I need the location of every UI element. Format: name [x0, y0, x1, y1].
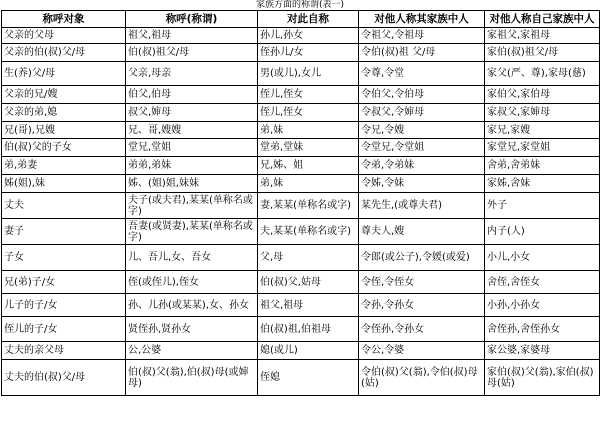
cell-target: 丈夫	[2, 193, 126, 219]
cell-own-family: 舍侄孙,舍侄孙女	[485, 317, 600, 342]
cell-target: 父亲的弟,媳	[2, 104, 126, 122]
cell-others-family: 令伯(叔)祖 父/母	[359, 44, 485, 62]
cell-target: 父亲的伯(叔)父/母	[2, 44, 126, 62]
cell-others-family: 令堂兄,令堂姐	[359, 139, 485, 157]
cell-address: 祖父,祖母	[126, 28, 258, 44]
header-address: 称呼(称谓)	[126, 11, 258, 28]
cell-own-family: 家伯(叔)父(翁),家伯(叔)母(姑)	[485, 360, 600, 396]
cell-others-family: 令孙,令孙女	[359, 294, 485, 317]
cell-self-reference: 堂弟,堂妹	[258, 139, 359, 157]
table-row	[2, 342, 600, 360]
cell-self-reference: 侄孙儿/女	[258, 44, 359, 62]
cell-target: 伯(叔)父的子女	[2, 139, 126, 157]
cell-address: 叔父,婶母	[126, 104, 258, 122]
header-others-family: 对他人称其家族中人	[359, 11, 485, 28]
cell-self-reference: 伯(叔)祖,伯祖母	[258, 317, 359, 342]
cell-own-family: 家堂兄,家堂姐	[485, 139, 600, 157]
cell-others-family: 令伯父,令伯母	[359, 86, 485, 104]
cell-own-family: 家伯(叔)祖父/母	[485, 44, 600, 62]
cell-own-family: 家姊,舍妹	[485, 175, 600, 193]
kinship-title-table	[1, 10, 600, 396]
cell-self-reference: 伯(叔)父,姑母	[258, 271, 359, 294]
cell-self-reference: 男(或儿),女儿	[258, 62, 359, 86]
cell-address: 父亲,母亲	[126, 62, 258, 86]
cell-own-family: 家伯父,家伯母	[485, 86, 600, 104]
cell-others-family: 某先生,(或尊夫君)	[359, 193, 485, 219]
header-target: 称呼对象	[2, 11, 126, 28]
cell-self-reference: 媳(或儿)	[258, 342, 359, 360]
cell-others-family: 令弟,令弟妹	[359, 157, 485, 175]
cell-own-family: 小儿,小女	[485, 245, 600, 271]
table-row	[2, 104, 600, 122]
table-row	[2, 44, 600, 62]
cell-address: 堂兄,堂姐	[126, 139, 258, 157]
cell-own-family: 内子(人)	[485, 219, 600, 245]
cell-target: 姊(姐),妹	[2, 175, 126, 193]
table-row	[2, 271, 600, 294]
cell-target: 妻子	[2, 219, 126, 245]
cell-self-reference: 妻,某某(单称名或字)	[258, 193, 359, 219]
table-row	[2, 360, 600, 396]
cell-self-reference: 侄儿,侄女	[258, 104, 359, 122]
table-caption: 家族方面的称谓(表一)	[255, 0, 345, 10]
cell-target: 侄儿的子/女	[2, 317, 126, 342]
cell-others-family: 令姊,令妹	[359, 175, 485, 193]
cell-others-family: 令公,令婆	[359, 342, 485, 360]
cell-self-reference: 孙儿,孙女	[258, 28, 359, 44]
cell-target: 儿子的子/女	[2, 294, 126, 317]
cell-others-family: 令祖父,令祖母	[359, 28, 485, 44]
table-row	[2, 219, 600, 245]
cell-address: 吾妻(或贤妻),某某(单称名或字)	[126, 219, 258, 245]
cell-self-reference: 侄儿,侄女	[258, 86, 359, 104]
table-row	[2, 28, 600, 44]
cell-target: 生(养)父/母	[2, 62, 126, 86]
cell-others-family: 尊夫人,嫂	[359, 219, 485, 245]
header-row	[2, 11, 600, 28]
cell-address: 贤侄孙,贤孙女	[126, 317, 258, 342]
table-row	[2, 86, 600, 104]
cell-self-reference: 夫,某某(单称名或字)	[258, 219, 359, 245]
cell-address: 侄(或侄儿),侄女	[126, 271, 258, 294]
cell-target: 兄(弟)子/女	[2, 271, 126, 294]
cell-address: 公,公婆	[126, 342, 258, 360]
table-row	[2, 175, 600, 193]
cell-address: 儿、吾儿,女、吾女	[126, 245, 258, 271]
header-own-family: 对他人称自己家族中人	[485, 11, 600, 28]
cell-address: 伯(叔)父(翁),伯(叔)母(或婶母)	[126, 360, 258, 396]
cell-others-family: 令伯(叔)父(翁),令伯(叔)母(姑)	[359, 360, 485, 396]
cell-target: 父亲的父母	[2, 28, 126, 44]
cell-others-family: 令叔父,令婶母	[359, 104, 485, 122]
cell-target: 子女	[2, 245, 126, 271]
cell-address: 夫子(或夫君),某某(单称名或字)	[126, 193, 258, 219]
cell-others-family: 令侄孙,令孙女	[359, 317, 485, 342]
cell-address: 伯(叔)祖父/母	[126, 44, 258, 62]
cell-own-family: 家兄,家嫂	[485, 122, 600, 139]
cell-self-reference: 兄,姊、姐	[258, 157, 359, 175]
cell-target: 父亲的兄/嫂	[2, 86, 126, 104]
cell-own-family: 小孙,小孙女	[485, 294, 600, 317]
cell-own-family: 外子	[485, 193, 600, 219]
cell-others-family: 令兄,令嫂	[359, 122, 485, 139]
table-row	[2, 245, 600, 271]
cell-self-reference: 弟,妹	[258, 122, 359, 139]
cell-self-reference: 弟,妹	[258, 175, 359, 193]
cell-own-family: 家叔父,家婶母	[485, 104, 600, 122]
cell-target: 弟,弟妻	[2, 157, 126, 175]
cell-address: 姊、(姐)姐,妹妹	[126, 175, 258, 193]
cell-target: 丈夫的伯(叔)父/母	[2, 360, 126, 396]
cell-address: 孙、儿孙(或某某),女、孙女	[126, 294, 258, 317]
cell-address: 弟弟,弟妹	[126, 157, 258, 175]
table-body	[2, 28, 600, 396]
table-row	[2, 294, 600, 317]
cell-self-reference: 父,母	[258, 245, 359, 271]
cell-address: 兄、哥,嫂嫂	[126, 122, 258, 139]
table-row	[2, 122, 600, 139]
table-row	[2, 62, 600, 86]
cell-own-family: 家父(严、尊),家母(慈)	[485, 62, 600, 86]
cell-others-family: 令侄,令侄女	[359, 271, 485, 294]
cell-self-reference: 侄媳	[258, 360, 359, 396]
table-row	[2, 317, 600, 342]
cell-own-family: 舍弟,舍弟妹	[485, 157, 600, 175]
cell-others-family: 令郎(或公子),令媛(或爱)	[359, 245, 485, 271]
header-self-reference: 对此自称	[258, 11, 359, 28]
cell-target: 兄(哥),兄嫂	[2, 122, 126, 139]
cell-address: 伯父,伯母	[126, 86, 258, 104]
table-row	[2, 157, 600, 175]
cell-self-reference: 祖父,祖母	[258, 294, 359, 317]
cell-own-family: 舍侄,舍侄女	[485, 271, 600, 294]
cell-others-family: 令尊,令堂	[359, 62, 485, 86]
cell-own-family: 家公婆,家婆母	[485, 342, 600, 360]
table-row	[2, 193, 600, 219]
cell-own-family: 家祖父,家祖母	[485, 28, 600, 44]
cell-target: 丈夫的亲父母	[2, 342, 126, 360]
table-row	[2, 139, 600, 157]
